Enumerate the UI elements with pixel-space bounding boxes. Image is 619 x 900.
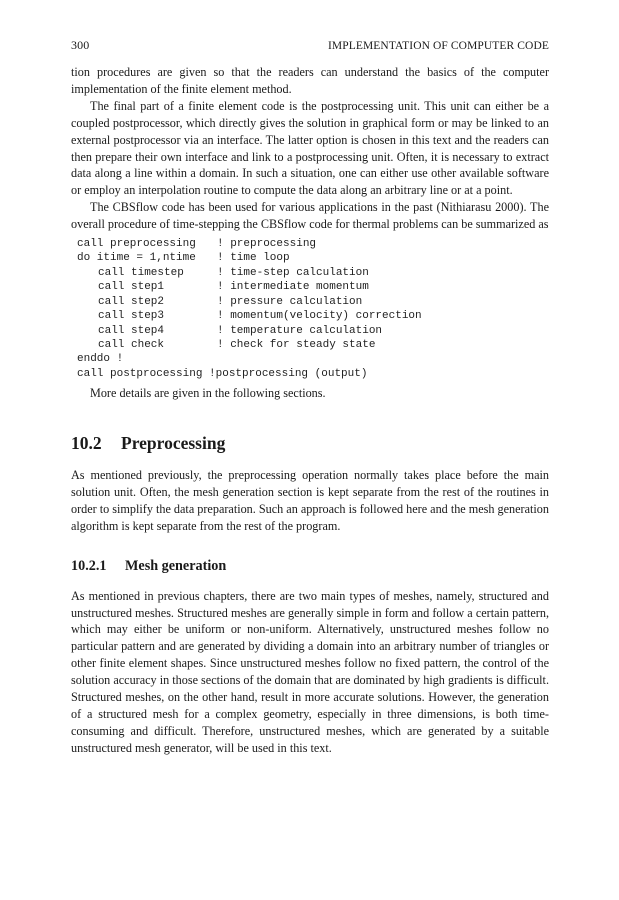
code-line: call step3 ! momentum(velocity) correction [98,310,422,323]
section-number: 10.2 [71,433,102,454]
subsection-paragraph: As mentioned in previous chapters, there are two main types of meshes, namely, structured and unstructured meshes. Structured meshes are generally simple in form and follow a certain pattern, which may either be uniform or non-uniform. Alternatively, unstructured meshes follow no particular pattern and are generated by dividing a domain into an arbitrary number of triangles or other finite element shapes. Since unstructured meshes follow no fixed pattern, the control of the solution accuracy in those sections of the domain that are dominated by high gradients is difficult. Structured meshes, on the other hand, result in more accurate solutions. However, the generation of a structured mesh for a complex geometry, especially in three dimensions, is both time-consuming and difficult. Therefore, unstructured meshes, which are generated by a suitable unstructured mesh generator, will be used in this text. [71,588,549,755]
after-code-paragraph: More details are given in the following sections. [90,386,326,401]
running-header [71,38,549,54]
intro-paragraph-3: The CBSflow code has been used for various applications in the past (Nithiarasu 2000). The overall procedure of time-stepping the CBSflow code for thermal problems can be summarized as [71,200,549,232]
subsection-number: 10.2.1 [71,557,107,574]
book-page [71,38,549,757]
intro-paragraph-2: The final part of a finite element code is the postprocessing unit. This unit can either be a coupled postprocessor, which directly gives the solution in graphical form or may be linked to an external postprocessor via an interface. The latter option is chosen in this text and the readers can then prepare their own interface and link to a postprocessing unit. Often, it is necessary to extract data along a line within a domain. In such a situation, one can either use other available software or employ an interpolation routine to compute the data along an arbitrary line or at a point. [71,98,549,198]
code-line: call step1 ! intermediate momentum [98,281,369,294]
section-paragraph: As mentioned previously, the preprocessing operation normally takes place before the main solution unit. Often, the mesh generation section is kept separate from the rest of the routines in order to simplify the data preparation. Such an approach is followed here and the mesh generation algorithm is kept separate from the rest of the program. [71,468,549,533]
section-title: Preprocessing [121,433,226,454]
intro-paragraph-1: tion procedures are given so that the readers can understand the basics of the computer implementation of the finite element method. [71,65,549,96]
code-line: do itime = 1,ntime ! time loop [77,252,290,265]
code-line: call check ! check for steady state [98,338,376,351]
running-title: IMPLEMENTATION OF COMPUTER CODE [327,40,549,52]
code-line: call preprocessing ! preprocessing [77,238,317,251]
section-heading [71,432,549,454]
code-line: enddo ! [77,353,124,366]
code-listing [77,237,549,381]
page-number: 300 [71,38,90,52]
subsection-title: Mesh generation [125,557,227,574]
subsection-heading [71,557,549,575]
code-line: call postprocessing !postprocessing (output) [77,367,368,380]
code-line: call timestep ! time-step calculation [98,266,369,279]
code-line: call step2 ! pressure calculation [98,295,363,308]
code-line: call step4 ! temperature calculation [98,324,383,337]
